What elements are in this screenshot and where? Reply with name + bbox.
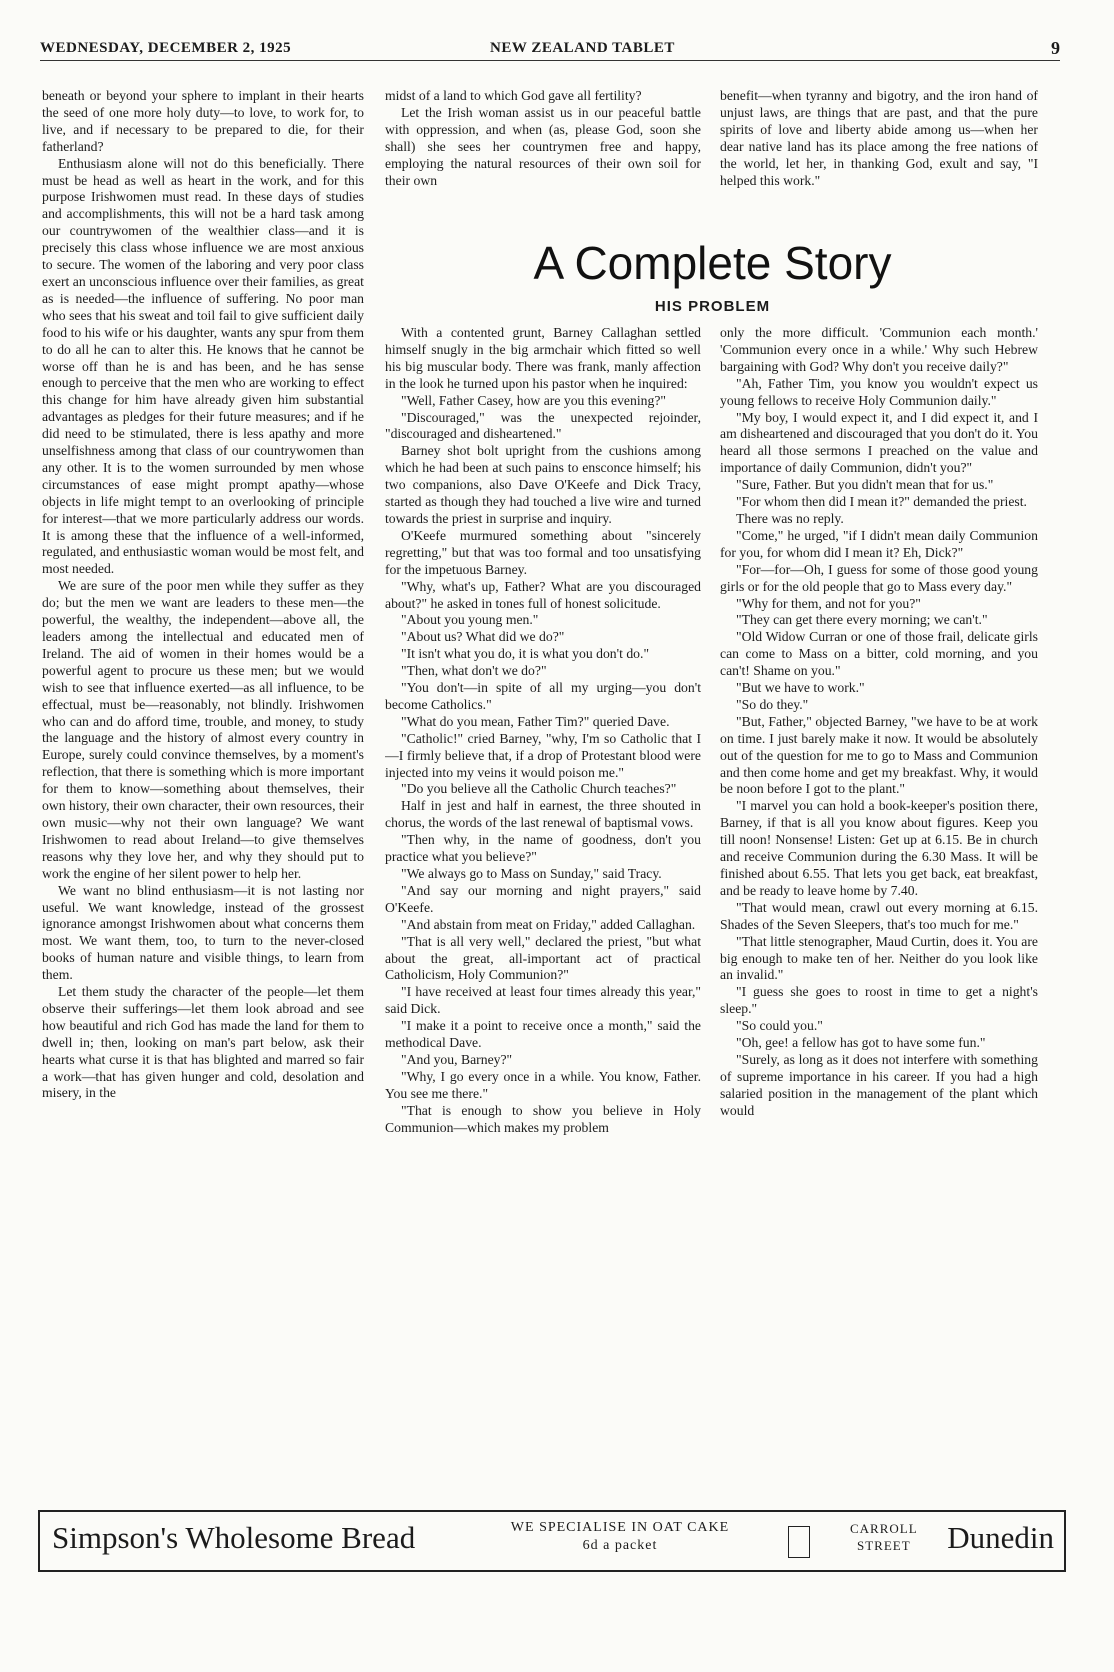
paragraph: "Do you believe all the Catholic Church teaches?"	[401, 781, 677, 797]
paragraph: "You don't—in spite of all my urging—you don't become Catholics."	[385, 680, 701, 712]
paragraph: benefit—when tyranny and bigotry, and the iron hand of unjust laws, are things that are past, and that the pure spirits of love and liberty abide among us—when her dear native land has its place among the free nations of the world, let her, in thanking God, exult and say, "I helped this work."	[720, 88, 1038, 188]
price-text: 6d a packet	[582, 1538, 658, 1553]
paragraph: "We always go to Mass on Sunday," said Tracy.	[401, 866, 662, 881]
paragraph: Enthusiasm alone will not do this beneficially. There must be head as well as heart in the work, and for this purpose Irishwomen must read. In these days of studies and accomplishments, this will not be a hard task among our countrywomen of the wealthier class—and it is precisely this class whose influence we are most anxious to secure. The women of the laboring and very poor class exert an unconscious influence over their families, as great as is needed—the influence of suffering. No poor man who sees that his sweat and toil fail to give sufficient daily food to his wife or his daughter, wants any spur from them to do all he can to alter this. He knows that he cannot be worse off than he is and has been, and he has sense enough to perceive that the men who are working to effect this change for him have already given him substantial advantages as pledges for their future measures; and if he did need to be stimulated, there is less apathy and more unselfishness among that class of our countrywomen than any other. It is to the women surrounded by men whose circumstances of ease might prompt apathy—whose objects in life might tempt to an overlooking of principle for interest—that we more particularly address our words. It is among these that the influence of a well-informed, regulated, and enthusiastic woman would be most felt, and most needed.	[42, 155, 364, 577]
paragraph: "Old Widow Curran or one of those frail, delicate girls can come to Mass on a bitter, cold morning, and you can't! Shame on you."	[720, 629, 1038, 679]
paragraph: "I have received at least four times already this year," said Dick.	[385, 984, 701, 1017]
paragraph: "Oh, gee! a fellow has got to have some fun."	[736, 1035, 986, 1051]
paragraph: "I marvel you can hold a book-keeper's position there, Barney, if that is all you know about figures. Keep you till noon! Nonsense! Listen: Get up at 6.15. Be in church and receive Communion during the 6.30 Mass. It will be finished about 6.55. That lets you get back, eat breakfast, and be ready to leave home by 7.40.	[720, 798, 1038, 898]
paragraph: "Surely, as long as it does not interfere with something of supreme importance in his career. If you had a high salaried position in the management of the plant which would	[720, 1051, 1038, 1118]
bread-advertisement	[38, 1510, 1066, 1572]
paragraph: "Ah, Father Tim, you know you wouldn't expect us young fellows to receive Holy Communion daily."	[720, 375, 1038, 408]
page-header	[40, 38, 1060, 61]
article-column-1	[42, 88, 364, 1488]
paragraph: "That would mean, crawl out every morning at 6.15. Shades of the Seven Sleepers, that's too much for me."	[720, 899, 1038, 932]
paragraph: "My boy, I would expect it, and I did expect it, and I am disheartened and discouraged that you don't do it. You heard all those sermons I preached on the value and importance of daily Communion, didn't you?"	[720, 409, 1038, 476]
story-title: A Complete Story	[533, 237, 892, 289]
page-number: 9	[1051, 38, 1060, 58]
paragraph: Let them study the character of the people—let them observe their sufferings—let them look abroad and see how beautiful and rich God has made the land for them to dwell in; then, looking on man's part below, ask their hearts what curse it is that has blighted and marred so fair a work—that has given hunger and cold, desolation and misery, in the	[42, 984, 364, 1101]
paragraph: "That little stenographer, Maud Curtin, does it. You are big enough to make ten of her. Neither do you look like an invalid."	[720, 933, 1038, 983]
street-suffix: STREET	[857, 1538, 911, 1553]
paragraph: only the more difficult. 'Communion each month.' 'Communion every once in a while.' Why such Hebrew bargaining with God? Why don't you receive daily?"	[720, 325, 1038, 374]
paragraph: "Come," he urged, "if I didn't mean daily Communion for you, for whom did I mean it? Eh, Dick?"	[720, 527, 1038, 560]
advertisement-tagline	[480, 1519, 760, 1555]
paragraph: midst of a land to which God gave all fertility?	[385, 88, 642, 103]
paragraph: "They can get there every morning; we can't."	[736, 612, 988, 628]
paragraph: "Then, what don't we do?"	[401, 663, 547, 679]
paragraph: "Why, what's up, Father? What are you discouraged about?" he asked in tones full of honest solicitude.	[385, 578, 701, 611]
story-column-2	[720, 325, 1038, 1490]
paragraph: Half in jest and half in earnest, the three shouted in chorus, the words of the last renewal of baptismal vows.	[385, 798, 701, 831]
decorative-box	[788, 1526, 810, 1558]
paragraph: "And say our morning and night prayers," said O'Keefe.	[385, 882, 701, 915]
paragraph: "What do you mean, Father Tim?" queried Dave.	[401, 713, 670, 729]
paragraph: "About us? What did we do?"	[401, 629, 565, 645]
paragraph: We want no blind enthusiasm—it is not lasting nor useful. We want knowledge, instead of the grossest ignorance amongst Irishwomen about what concerns them most. We want them, too, to turn to the never-closed books of human nature and visible things, to learn from them.	[42, 882, 364, 983]
street-address	[850, 1520, 918, 1554]
paragraph: "Why, I go every once in a while. You know, Father. You see me there."	[385, 1068, 701, 1101]
city-name: Dunedin	[947, 1520, 1054, 1555]
street-name: CARROLL	[850, 1521, 918, 1536]
paragraph: "That is all very well," declared the priest, "but what about the great, all-important act of practical Catholicism, Holy Communion?"	[385, 933, 701, 983]
paragraph: "Discouraged," was the unexpected rejoinder, "discouraged and disheartened."	[385, 409, 701, 442]
paragraph: beneath or beyond your sphere to implant in their hearts the seed of one more holy duty—to love, to work for, to live, and if necessary to be prepared to die, for their fatherland?	[42, 88, 364, 154]
story-column-1	[385, 325, 701, 1490]
paragraph: "Why for them, and not for you?"	[736, 595, 921, 611]
paragraph: "I guess she goes to roost in time to get a night's sleep."	[720, 984, 1038, 1017]
article-column-3	[720, 88, 1038, 218]
paragraph: "But, Father," objected Barney, "we have to be at work on time. I just barely make it now. It would be absolutely out of the question for me to go to Mass and Communion and then come home and get my breakfast. Why, it would be noon before I got to the plant."	[720, 713, 1038, 797]
paragraph: "And abstain from meat on Friday," added Callaghan.	[401, 916, 696, 932]
paragraph: "So could you."	[736, 1018, 823, 1034]
paragraph: There was no reply.	[736, 510, 844, 526]
story-subtitle: HIS PROBLEM	[654, 298, 771, 315]
paragraph: "I make it a point to receive once a month," said the methodical Dave.	[385, 1018, 701, 1051]
paragraph: "Catholic!" cried Barney, "why, I'm so Catholic that I—I firmly believe that, if a drop of Protestant blood were injected into my veins it would poison me."	[385, 730, 701, 780]
newspaper-title: NEW ZEALAND TABLET	[490, 40, 675, 56]
paragraph: Let the Irish woman assist us in our peaceful battle with oppression, and when (as, please God, soon she shall) she sees her countrymen free and happy, employing the natural resources of their own soil for their own	[385, 104, 701, 188]
paragraph: We are sure of the poor men while they suffer as they do; but the men we want are leaders to these men—the powerful, the wealthy, the independent—above all, the leaders among the intellectual and educated men of Ireland. The aid of women in their homes would be a powerful agent to procure us these men; but we would wish to see that influence exerted—as all influence, to be effectual, must be—reasonably, not blindly. Irishwomen who can and do afford time, trouble, and money, to study the language and the history of almost every country in Europe, surely could convince themselves, by a moment's reflection, that there is something which is more important for them to know—something about themselves, their own history, their own character, their own resources, their own music—why not their own language? We want Irishwomen to read about Ireland—to give themselves reasons why they love her, and why they should put to work the engine of her silent power to help her.	[42, 578, 364, 881]
paragraph: "For whom then did I mean it?" demanded the priest.	[736, 494, 1027, 510]
paragraph: "So do they."	[736, 696, 809, 712]
paragraph: Barney shot bolt upright from the cushions among which he had been at such pains to ensconce himself; his two companions, also Dave O'Keefe and Dick Tracy, started as though they had touched a live wire and turned towards the priest in surprise and inquiry.	[385, 443, 701, 526]
paragraph: "That is enough to show you believe in Holy Communion—which makes my problem	[385, 1102, 701, 1135]
paragraph: With a contented grunt, Barney Callaghan settled himself snugly in the big armchair which fitted so well his big muscular body. There was frank, manly affection in the look he turned upon his pastor when he inquired:	[385, 325, 701, 391]
paragraph: "It isn't what you do, it is what you don't do."	[401, 646, 650, 662]
paragraph: "Sure, Father. But you didn't mean that for us."	[736, 477, 994, 493]
paragraph: "For—for—Oh, I guess for some of those good young girls or for the old people that go to Mass every day."	[720, 561, 1038, 594]
paragraph: "Well, Father Casey, how are you this evening?"	[401, 392, 666, 408]
article-column-2	[385, 88, 701, 218]
paragraph: "Then why, in the name of goodness, don't you practice what you believe?"	[385, 832, 701, 865]
issue-date: WEDNESDAY, DECEMBER 2, 1925	[40, 40, 292, 56]
advertiser-name: Simpson's Wholesome Bread	[52, 1520, 416, 1555]
tagline-text: WE SPECIALISE IN OAT CAKE	[510, 1520, 730, 1535]
paragraph: O'Keefe murmured something about "sincerely regretting," but that was too formal and too unsatisfying for the impetuous Barney.	[385, 527, 701, 577]
paragraph: "About you young men."	[401, 612, 539, 628]
paragraph: "But we have to work."	[736, 680, 865, 696]
paragraph: "And you, Barney?"	[401, 1051, 513, 1067]
